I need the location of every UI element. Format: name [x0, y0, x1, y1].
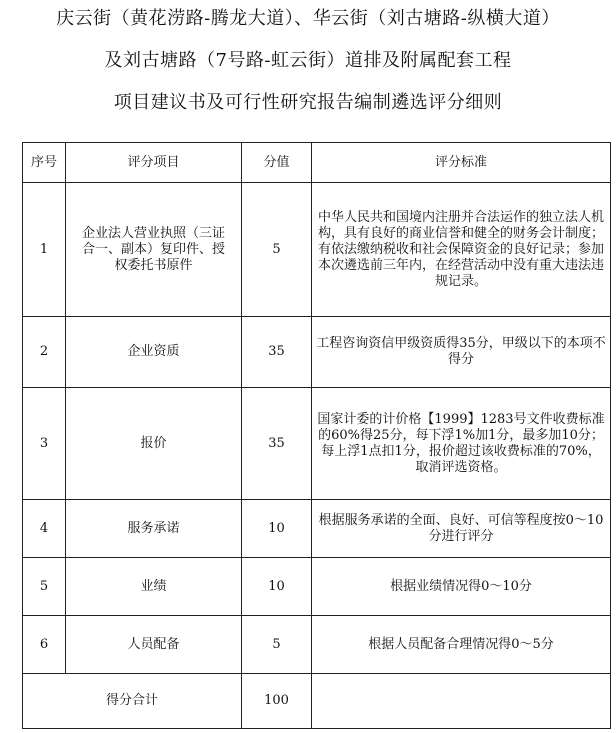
header-criteria: 评分标准 — [312, 143, 611, 183]
row-criteria: 根据服务承诺的全面、良好、可信等程度按0～10分进行评分 — [312, 500, 611, 558]
row-item: 企业资质 — [66, 317, 242, 388]
row-score: 5 — [242, 183, 312, 317]
table-total-row — [23, 674, 611, 729]
row-score: 35 — [242, 317, 312, 388]
total-criteria — [312, 674, 611, 729]
table-row — [23, 558, 611, 616]
row-criteria: 根据业绩情况得0～10分 — [312, 558, 611, 616]
total-score: 100 — [242, 674, 312, 729]
table-header-row — [23, 143, 611, 183]
row-no: 4 — [23, 500, 66, 558]
table-row — [23, 500, 611, 558]
document-title-line-3: 项目建议书及可行性研究报告编制遴选评分细则 — [113, 92, 503, 113]
header-score: 分值 — [242, 143, 312, 183]
document-title-line-1: 庆云街（黄花涝路-腾龙大道）、华云街（刘古塘路-纵横大道） — [56, 8, 560, 29]
row-item: 报价 — [66, 388, 242, 500]
row-criteria: 工程咨询资信甲级资质得35分，甲级以下的本项不得分 — [312, 317, 611, 388]
row-criteria: 中华人民共和国境内注册并合法运作的独立法人机构，具有良好的商业信誉和健全的财务会计制度；有依法缴纳税收和社会保障资金的良好记录；参加本次遴选前三年内，在经营活动中没有重大违法违规记录。 — [312, 183, 611, 317]
header-item: 评分项目 — [66, 143, 242, 183]
row-item: 人员配备 — [66, 616, 242, 674]
table-row — [23, 317, 611, 388]
table-row — [23, 183, 611, 317]
total-label: 得分合计 — [23, 674, 242, 729]
row-score: 10 — [242, 500, 312, 558]
table-row — [23, 616, 611, 674]
row-item: 业绩 — [66, 558, 242, 616]
scoring-table — [22, 142, 611, 729]
row-no: 3 — [23, 388, 66, 500]
row-criteria: 国家计委的计价格【1999】1283号文件收费标准的60%得25分，每下浮1%加1分，最多加10分；每上浮1点扣1分，报价超过该收费标准的70%，取消评选资格。 — [312, 388, 611, 500]
row-score: 10 — [242, 558, 312, 616]
header-no: 序号 — [23, 143, 66, 183]
table-row — [23, 388, 611, 500]
row-score: 5 — [242, 616, 312, 674]
row-no: 1 — [23, 183, 66, 317]
row-no: 5 — [23, 558, 66, 616]
row-no: 6 — [23, 616, 66, 674]
row-item: 企业法人营业执照（三证合一、副本）复印件、授权委托书原件 — [66, 183, 242, 317]
row-criteria: 根据人员配备合理情况得0～5分 — [312, 616, 611, 674]
row-score: 35 — [242, 388, 312, 500]
document-title-line-2: 及刘古塘路（7号路-虹云街）道排及附属配套工程 — [104, 50, 512, 71]
row-no: 2 — [23, 317, 66, 388]
row-item: 服务承诺 — [66, 500, 242, 558]
